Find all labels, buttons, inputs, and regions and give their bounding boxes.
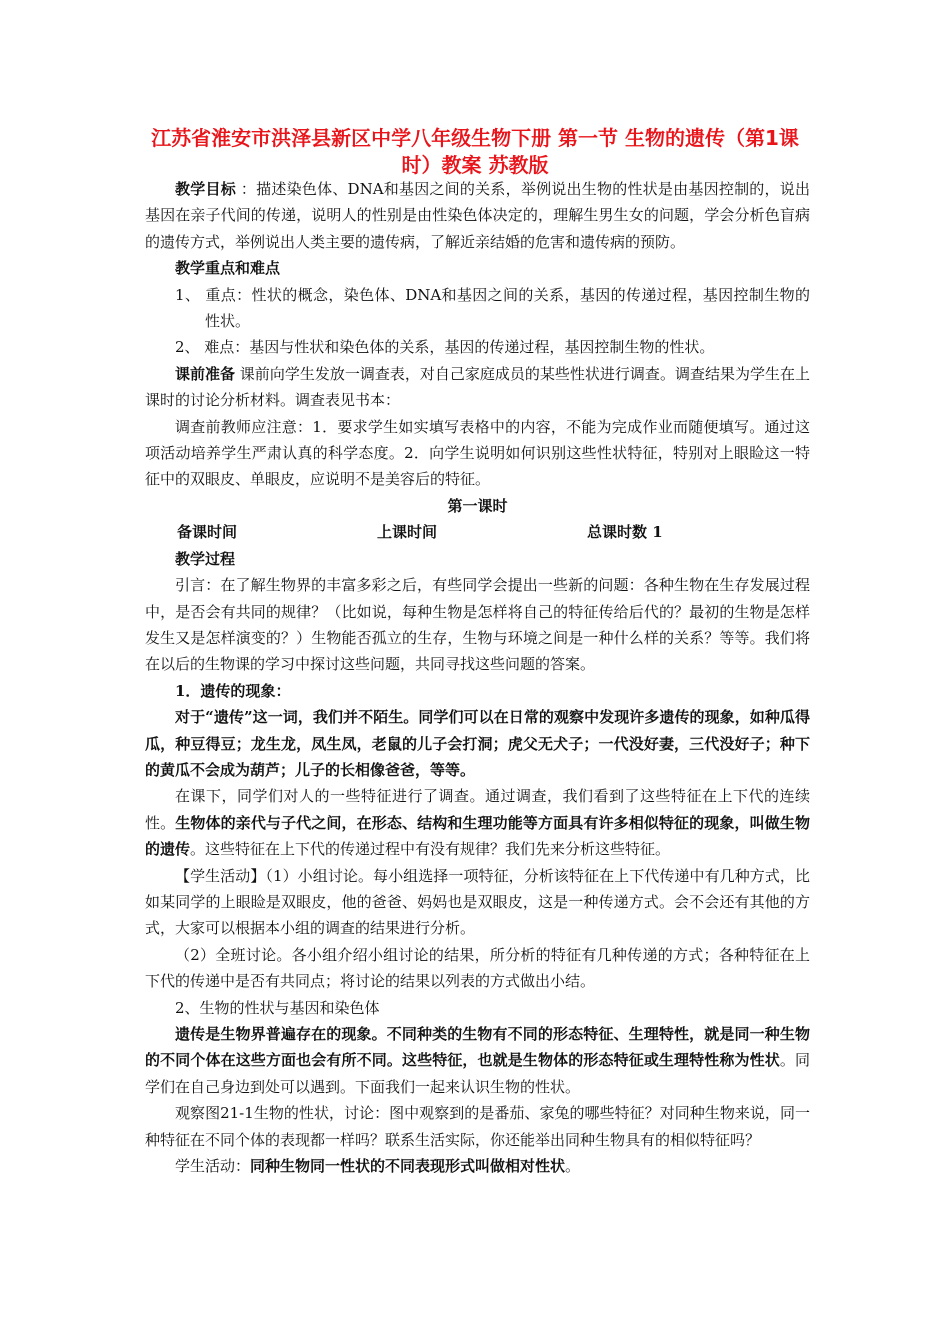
section-2-heading: 2、生物的性状与基因和染色体 bbox=[175, 998, 380, 1017]
student-activity-2: （2）全班讨论。各小组介绍小组讨论的结果，所分析的特征有几种传递的方式；各种特征在上下代的传递中是否有共同点；将讨论的结果以列表的方式做出小结。 bbox=[145, 945, 810, 991]
lesson-preparation bbox=[145, 361, 810, 414]
prep-note: 调查前教师应注意：1．要求学生如实填写表格中的内容，不能为完成作业而随便填写。通过这项活动培养学生严肃认真的科学态度。2．向学生说明如何识别这些性状特征，特别对上眼睑这一特征中的双眼皮、单眼皮，应说明不是美容后的特征。 bbox=[145, 417, 810, 489]
trait-tail: 。同学们在自己身边到处可以遇到。下面我们一起来认识生物的性状。 bbox=[145, 1051, 810, 1096]
analysis-text: 。这些特征在上下代的传递过程中有没有规律？我们先来分析这些特征。 bbox=[190, 840, 671, 859]
teaching-goals bbox=[145, 176, 810, 255]
prep-time-label: 备课时间 bbox=[177, 523, 238, 542]
student-activity-3 bbox=[145, 1153, 810, 1179]
student-activity-1: 【学生活动】（1）小组讨论。每小组选择一项特征，分析该特征在上下代传递中有几种方式，比如某同学的上眼睑是双眼皮，他的爸爸、妈妈也是双眼皮，这是一种传递方式。会不会还有其他的方式，大家可以根据本小组的调查的结果进行分析。 bbox=[145, 866, 810, 938]
trait-definition-paragraph bbox=[145, 1021, 810, 1100]
lesson-heading: 第一课时 bbox=[447, 496, 508, 515]
total-lessons-label: 总课时数 1 bbox=[587, 523, 663, 542]
document-title: 江苏省淮安市洪泽县新区中学八年级生物下册 第一节 生物的遗传（第1课时）教案 苏教版 bbox=[151, 126, 799, 177]
goals-text: ：描述染色体、DNA和基因之间的关系，举例说出生物的性状是由基因控制的，说出基因在亲子代间的传递，说明人的性别是由性染色体决定的，理解生男生女的问题，学会分析色盲病的遗传方式，举例说出人类主要的遗传病，了解近亲结婚的危害和遗传病的预防。 bbox=[145, 180, 810, 251]
survey-text: 在课下，同学们对人的一些特征进行了调查。通过调查，我们看到了这些特征在上下代的连续性。 bbox=[145, 787, 810, 832]
prep-text: 课前向学生发放一调查表，对自己家庭成员的某些性状进行调查。调查结果为学生在上课时的讨论分析材料。调查表见书本： bbox=[145, 364, 810, 410]
heredity-definition-paragraph bbox=[145, 783, 810, 862]
process-heading: 教学过程 bbox=[175, 549, 236, 568]
trait-definition: 遗传是生物界普遍存在的现象。不同种类的生物有不同的形态特征、生理特性，就是同一种生物的不同个体在这些方面也会有所不同。这些特征，也就是生物体的形态特征或生理特性称为性状 bbox=[145, 1025, 810, 1070]
key-point-1: 1、 重点：性状的概念，染色体、DNA和基因之间的关系，基因的传递过程，基因控制生物的性状。 bbox=[175, 285, 810, 331]
observe-paragraph: 观察图21-1生物的性状，讨论：图中观察到的是番茄、家兔的哪些特征？对同种生物来说，同一种特征在不同个体的表现都一样吗？联系生活实际，你还能举出同种生物具有的相似特征吗？ bbox=[145, 1104, 810, 1149]
prep-label: 课前准备 bbox=[175, 364, 236, 383]
intro-paragraph: 引言：在了解生物界的丰富多彩之后，有些同学会提出一些新的问题：各种生物在生存发展过程中，是否会有共同的规律？（比如说，每种生物是怎样将自己的特征传给后代的？最初的生物是怎样发生又是怎样演变的？）生物能否孤立的生存，生物与环境之间是一种什么样的关系？等等。我们将在以后的生物课的学习中探讨这些问题，共同寻找这些问题的答案。 bbox=[145, 576, 810, 674]
relative-trait-definition: 同种生物同一性状的不同表现形式叫做相对性状 bbox=[250, 1157, 566, 1176]
class-time-label: 上课时间 bbox=[377, 523, 438, 542]
heredity-definition: 生物体的亲代与子代之间，在形态、结构和生理功能等方面具有许多相似特征的现象，叫做生物的遗传 bbox=[145, 813, 810, 859]
activity-3-label: 学生活动： bbox=[175, 1157, 251, 1176]
document-body bbox=[145, 176, 810, 1179]
goals-label: 教学目标 bbox=[175, 180, 236, 198]
key-point-2: 2、 难点：基因与性状和染色体的关系，基因的传递过程，基因控制生物的性状。 bbox=[175, 338, 715, 357]
key-points-heading: 教学重点和难点 bbox=[175, 259, 281, 278]
section-1-heading: 1．遗传的现象： bbox=[175, 681, 291, 700]
activity-3-end: 。 bbox=[565, 1157, 581, 1176]
lesson-time-row bbox=[145, 519, 810, 545]
heredity-examples: 对于“遗传”这一词，我们并不陌生。同学们可以在日常的观察中发现许多遗传的现象，如种瓜得瓜，种豆得豆；龙生龙，凤生凤，老鼠的儿子会打洞；虎父无犬子；一代没好妻，三代没好子；种下的黄瓜不会成为葫芦；儿子的长相像爸爸，等等。 bbox=[145, 708, 810, 779]
